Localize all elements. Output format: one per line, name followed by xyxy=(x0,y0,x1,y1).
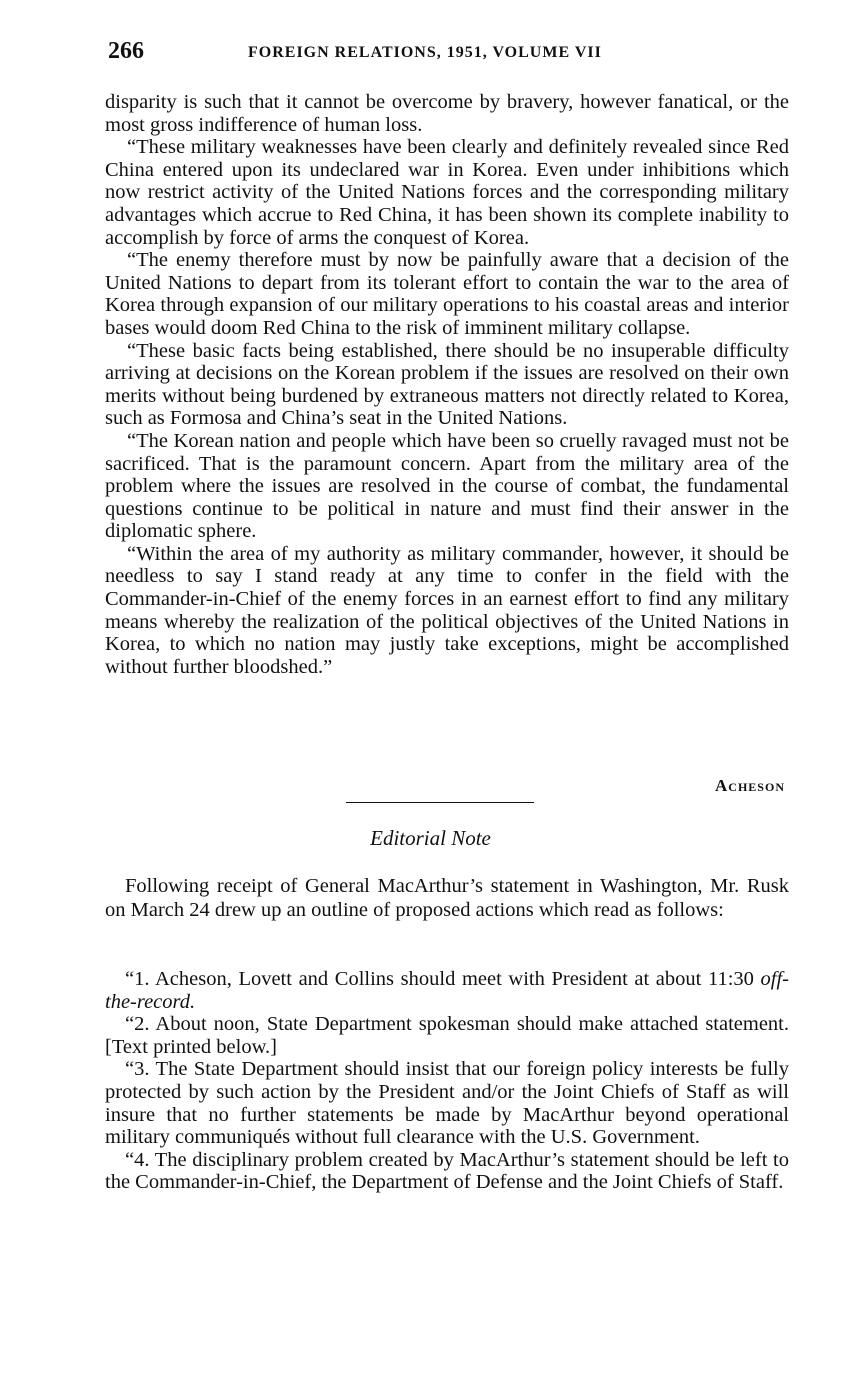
page-number: 266 xyxy=(108,38,144,64)
editorial-intro xyxy=(105,874,789,922)
quote-paragraph: “These military weaknesses have been clearly and definitely revealed since Red China entered upon its undeclared war in Korea. Even under inhibitions which now restrict activity of the United Nations forces and the corresponding military advantages which accrue to Red China, it has been shown its complete inability to accomplish by force of arms the conquest of Korea. xyxy=(105,136,789,249)
signature: Acheson xyxy=(715,776,785,795)
section-divider xyxy=(346,802,534,803)
running-head: FOREIGN RELATIONS, 1951, VOLUME VII xyxy=(248,44,602,61)
quote-paragraph: disparity is such that it cannot be overcome by bravery, however fanatical, or the most gross indifference of human loss. xyxy=(105,91,789,136)
quote-paragraph: “The enemy therefore must by now be painfully aware that a decision of the United Nations to depart from its tolerant effort to contain the war to the area of Korea through expansion of our military operations to his coastal areas and interior bases would doom Red China to the risk of imminent military collapse. xyxy=(105,249,789,339)
proposed-actions-list xyxy=(105,968,789,1194)
quoted-statement xyxy=(105,91,789,678)
action-item-1-text: “1. Acheson, Lovett and Collins should meet with President at about 11:30 xyxy=(125,968,761,990)
action-item-1 xyxy=(105,968,789,1013)
editorial-note-title: Editorial Note xyxy=(370,826,491,850)
quote-paragraph: “These basic facts being established, there should be no insuperable difficulty arriving at decisions on the Korean problem if the issues are resolved on their own merits without being burdened by extraneous matters not directly related to Korea, such as Formosa and China’s seat in the United Nations. xyxy=(105,339,789,430)
action-item-4: “4. The disciplinary problem created by MacArthur’s statement should be left to the Commander-in-Chief, the Department of Defense and the Joint Chiefs of Staff. xyxy=(105,1148,789,1194)
action-item-3: “3. The State Department should insist that our foreign policy interests be fully protected by such action by the President and/or the Joint Chiefs of Staff as will insure that no further statements be made by MacArthur beyond operational military communiqués without full clearance with the U.S. Government. xyxy=(105,1058,789,1149)
action-item-1-italic: off-the-record. xyxy=(105,968,789,1013)
intro-paragraph: Following receipt of General MacArthur’s statement in Washington, Mr. Rusk on March 24 drew up an outline of proposed actions which read as follows: xyxy=(105,875,789,921)
page-header xyxy=(108,38,788,68)
action-item-2: “2. About noon, State Department spokesman should make attached statement. [Text printed below.] xyxy=(105,1013,789,1058)
quote-paragraph: “The Korean nation and people which have been so cruelly ravaged must not be sacrificed. That is the paramount concern. Apart from the military area of the problem where the issues are resolved in the course of combat, the fundamental questions continue to be political in nature and must find their answer in the diplomatic sphere. xyxy=(105,429,789,543)
quote-paragraph: “Within the area of my authority as military commander, however, it should be needless to say I stand ready at any time to confer in the field with the Commander-in-Chief of the enemy forces in an earnest effort to find any military means whereby the realization of the political objectives of the United Nations in Korea, to which no nation may justly take exceptions, might be accomplished without further bloodshed.” xyxy=(105,542,789,678)
